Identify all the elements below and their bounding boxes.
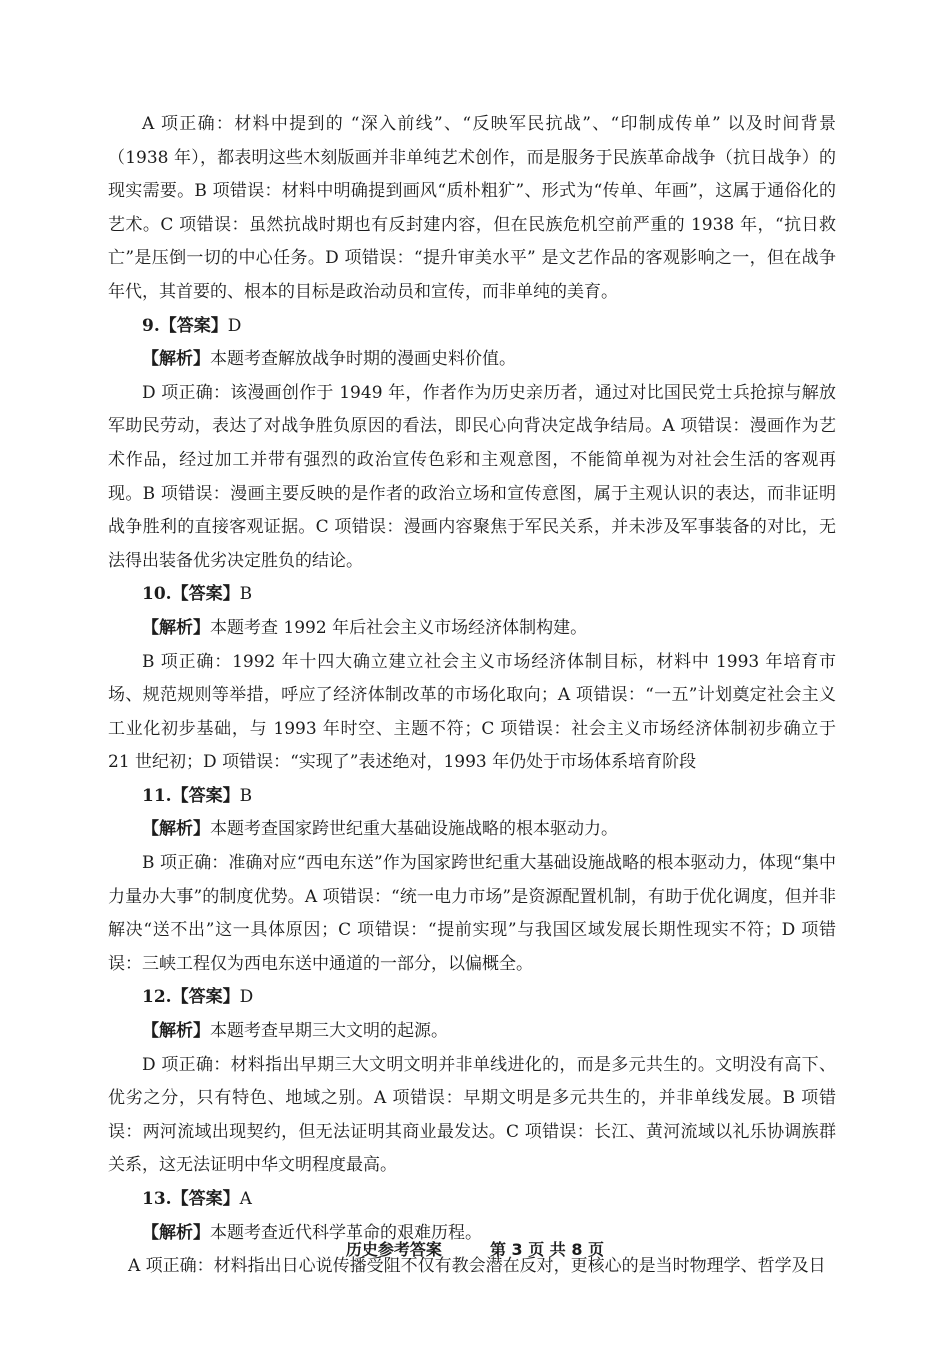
intro-paragraph: A 项正确：材料中提到的 “深入前线”、“反映军民抗战”、“印制成传单” 以及时间背景（1938 年），都表明这些木刻版画并非单纯艺术创作，而是服务于民族革命战争（抗日战争）的现实需要。B 项错误：材料中明确提到画风“质朴粗犷”、形式为“传单、年画”，这属于通俗化的艺术。C 项错误：虽然抗战时期也有反封建内容，但在民族危机空前严重的 1938 年，“抗日救亡”是压倒一切的中心任务。D 项错误：“提升审美水平” 是文艺作品的客观影响之一，但在战争年代，其首要的、根本的目标是政治动员和宣传，而非单纯的美育。 xyxy=(108,114,836,302)
answer-value: A xyxy=(239,1189,252,1209)
answer-line xyxy=(108,780,836,814)
question-11 xyxy=(108,780,836,982)
question-10 xyxy=(108,578,836,780)
analysis-line xyxy=(108,1015,836,1049)
footer-page-info: 第 3 页 共 8 页 xyxy=(489,1240,605,1259)
answer-value: D xyxy=(239,987,254,1008)
answer-line xyxy=(108,981,836,1015)
answer-value: D xyxy=(227,315,242,336)
analysis-tag: 【解析】 xyxy=(142,819,210,840)
explanation-paragraph: B 项正确：准确对应“西电东送”作为国家跨世纪重大基础设施战略的根本驱动力，体现“集中力量办大事”的制度优势。A 项错误：“统一电力市场”是资源配置机制，有助于优化调度，但并非解决“送不出”这一具体原因；C 项错误：“提前实现”与我国区域发展长期性现实不符；D 项错误：三峡工程仅为西电东送中通道的一部分，以偏概全。 xyxy=(108,853,836,974)
answer-line xyxy=(108,310,836,344)
explanation-paragraph: D 项正确：材料指出早期三大文明文明并非单线进化的，而是多元共生的。文明没有高下、优劣之分，只有特色、地域之别。A 项错误：早期文明是多元共生的，并非单线发展。B 项错误：两河流域出现契约，但无法证明其商业最发达。C 项错误：长江、黄河流域以礼乐协调族群关系，这无法证明中华文明程度最高。 xyxy=(108,1054,836,1176)
question-number: 13. xyxy=(142,1189,172,1209)
answer-tag: 【答案】 xyxy=(171,987,240,1008)
analysis-text: 本题考查早期三大文明的起源。 xyxy=(210,1021,448,1042)
question-number: 10. xyxy=(142,584,172,605)
analysis-text: 本题考查解放战争时期的漫画史料价值。 xyxy=(210,349,516,370)
answer-tag: 【答案】 xyxy=(171,785,240,806)
answer-tag: 【答案】 xyxy=(171,584,240,605)
answer-page xyxy=(108,108,836,1284)
footer-doc-title: 历史参考答案 xyxy=(345,1240,442,1259)
answer-line xyxy=(108,1183,836,1217)
analysis-tag: 【解析】 xyxy=(142,1021,210,1042)
analysis-tag: 【解析】 xyxy=(142,617,210,638)
question-number: 12. xyxy=(142,987,172,1008)
question-12 xyxy=(108,981,836,1183)
explanation-paragraph: B 项正确：1992 年十四大确立建立社会主义市场经济体制目标，材料中 1993 年培育市场、规范规则等举措，呼应了经济体制改革的市场化取向；A 项错误：“一五”计划奠定社会主义工业化初步基础，与 1993 年时空、主题不符；C 项错误：社会主义市场经济体制初步确立于 21 世纪初；D 项错误：“实现了”表述绝对，1993 年仍处于市场体系培育阶段 xyxy=(108,651,836,773)
answer-value: B xyxy=(239,584,253,605)
question-9 xyxy=(108,310,836,579)
analysis-line xyxy=(108,813,836,847)
answer-tag: 【答案】 xyxy=(171,1189,240,1209)
analysis-text: 本题考查近代科学革命的艰难历程。 xyxy=(210,1222,482,1243)
question-number: 11. xyxy=(142,785,172,806)
analysis-text: 本题考查 1992 年后社会主义市场经济体制构建。 xyxy=(210,617,588,638)
answer-tag: 【答案】 xyxy=(159,315,228,336)
answer-value: B xyxy=(239,785,253,806)
question-number: 9. xyxy=(142,315,160,336)
analysis-line xyxy=(108,612,836,646)
answer-line xyxy=(108,578,836,612)
explanation-paragraph: A 项正确：材料指出日心说传播受阻不仅有教会潜在反对，更核心的是当时物理学、哲学及日 xyxy=(128,1256,826,1277)
analysis-text: 本题考查国家跨世纪重大基础设施战略的根本驱动力。 xyxy=(210,819,618,840)
explanation-paragraph: D 项正确：该漫画创作于 1949 年，作者作为历史亲历者，通过对比国民党士兵抢掠与解放军助民劳动，表达了对战争胜负原因的看法，即民心向背决定战争结局。A 项错误：漫画作为艺术作品，经过加工并带有强烈的政治宣传色彩和主观意图，不能简单视为对社会生活的客观再现。B 项错误：漫画主要反映的是作者的政治立场和宣传意图，属于主观认识的表达，而非证明战争胜利的直接客观证据。C 项错误：漫画内容聚焦于军民关系，并未涉及军事装备的对比，无法得出装备优劣决定胜负的结论。 xyxy=(108,382,836,571)
page-footer xyxy=(0,1238,950,1262)
analysis-line xyxy=(108,343,836,377)
question-13 xyxy=(108,1183,836,1284)
analysis-tag: 【解析】 xyxy=(142,349,210,370)
analysis-tag: 【解析】 xyxy=(142,1222,210,1243)
